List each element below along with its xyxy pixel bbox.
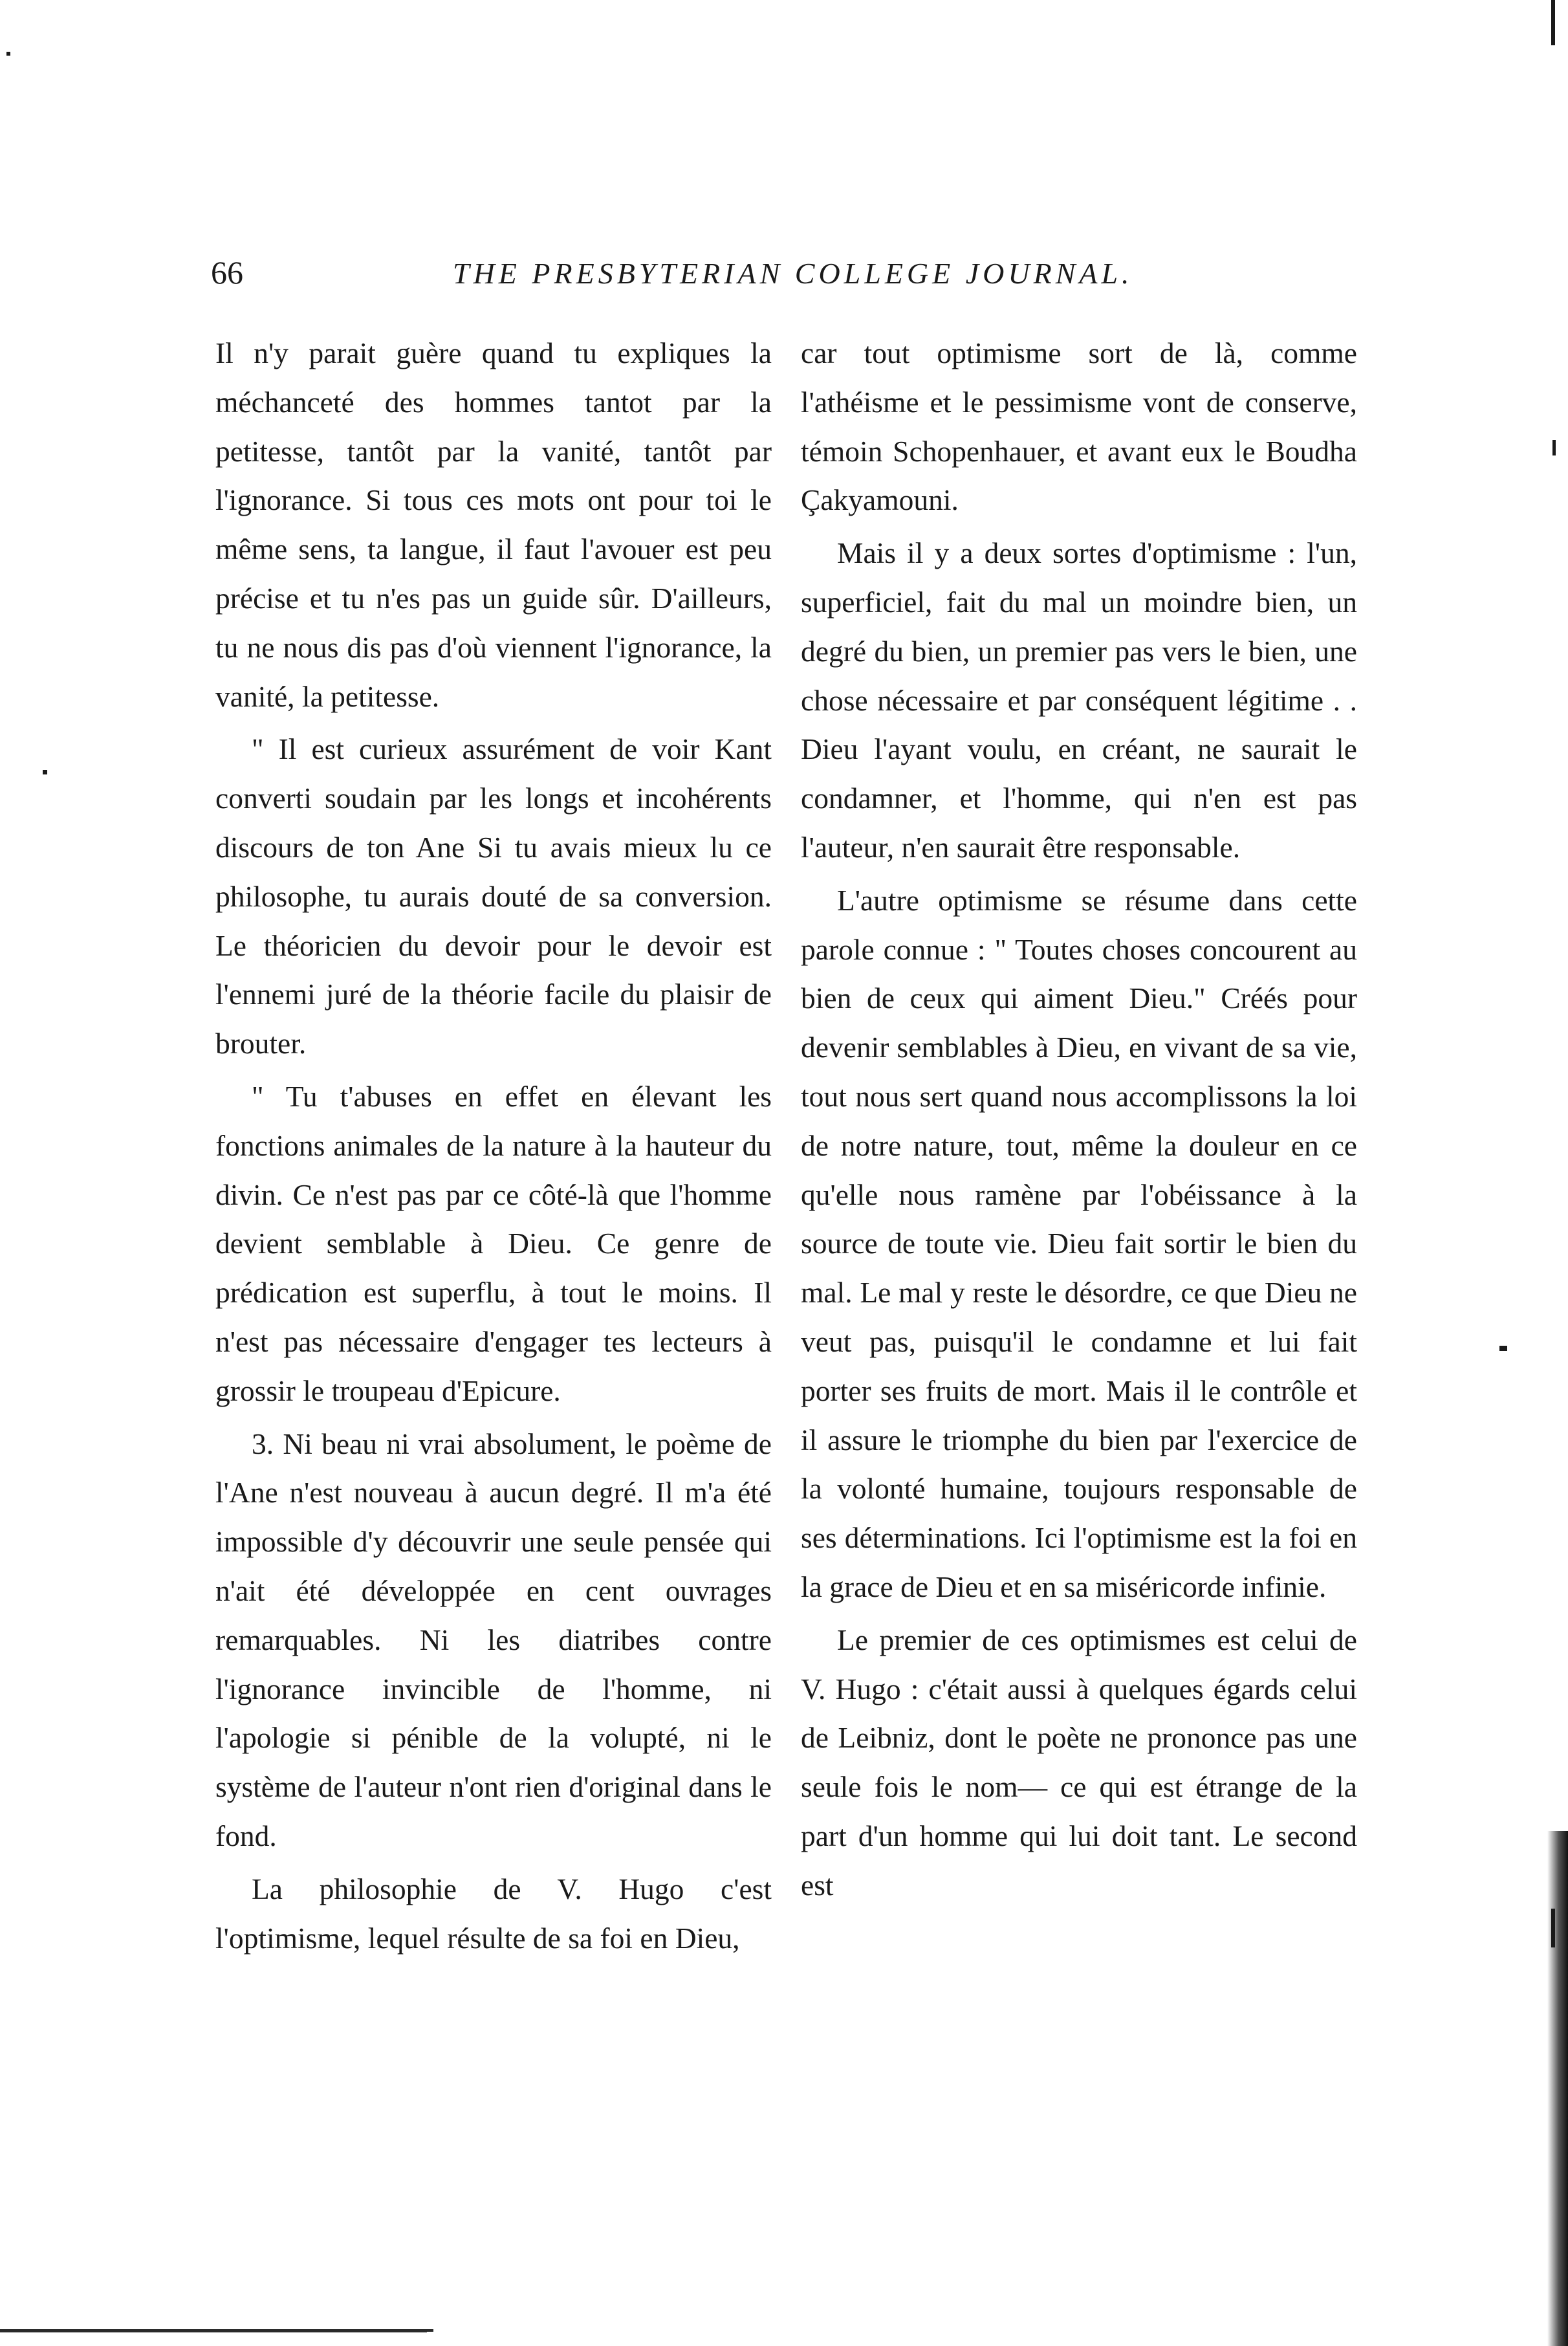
- paragraph: Il n'y parait guère quand tu expliques la méchanceté des hommes tantot par la petitesse, tantôt par la vanité, tantôt par l'ignorance. Si tous ces mots ont pour toi le même sens, ta langue, il faut l'avouer est peu précise et tu n'es pas un guide sûr. D'ailleurs, tu ne nous dis pas d'où viennent l'ignorance, la vanité, la petitesse.: [215, 336, 772, 713]
- scan-speck: [1552, 440, 1556, 455]
- left-column: [215, 329, 772, 1962]
- paragraph: L'autre optimisme se résume dans cette parole connue : " Toutes choses concourent au bien de ceux qui aiment Dieu." Créés pour devenir semblables à Dieu, en vivant de sa vie, tout nous sert quand nous accomplissons la loi de notre nature, tout, même la douleur en ce qu'elle nous ramène par l'obéissance à la source de toute vie. Dieu fait sortir le bien du mal. Le mal y reste le désordre, ce que Dieu ne veut pas, puisqu'il le condamne et lui fait porter ses fruits de mort. Mais il le contrôle et il assure le triomphe du bien par l'exercice de la volonté humaine, toujours responsable de ses déterminations. Ici l'optimisme est la foi en la grace de Dieu et en sa miséricorde infinie.: [801, 883, 1357, 1603]
- paragraph: " Il est curieux assurément de voir Kant converti soudain par les longs et incohérents discours de ton Ane Si tu avais mieux lu ce philosophe, tu aurais douté de sa conversion. Le théoricien du devoir pour le devoir est l'ennemi juré de la théorie facile du plaisir de brouter.: [215, 732, 772, 1060]
- paragraph: 3. Ni beau ni vrai absolument, le poème de l'Ane n'est nouveau à aucun degré. Il m'a été impossible d'y découvrir une seule pensée qui n'ait été développée en cent ouvrages remarquables. Ni les diatribes contre l'ignorance invincible de l'homme, ni l'apologie si pénible de la volupté, ni le système de l'auteur n'ont rien d'original dans le fond.: [215, 1427, 772, 1852]
- scan-speck: [6, 52, 10, 56]
- paragraph: La philosophie de V. Hugo c'est l'optimisme, lequel résulte de sa foi en Dieu,: [215, 1872, 772, 1955]
- right-column: [801, 329, 1357, 1910]
- scan-speck: [43, 770, 47, 774]
- scan-speck: [1551, 1909, 1555, 1947]
- footer-rule-dash: [420, 2329, 433, 2332]
- scan-speck: [1499, 1346, 1507, 1351]
- paragraph: Le premier de ces optimismes est celui de V. Hugo : c'était aussi à quelques égards celui de Leibniz, dont le poète ne prononce pas une seule fois le nom— ce qui est étrange de la part d'un homme qui lui doit tant. Le second est: [801, 1623, 1357, 1902]
- paragraph: " Tu t'abuses en effet en élevant les fonctions animales de la nature à la hauteur du divin. Ce n'est pas par ce côté-là que l'homme devient semblable à Dieu. Ce genre de prédication est superflu, à tout le moins. Il n'est pas nécessaire d'engager tes lecteurs à grossir le troupeau d'Epicure.: [215, 1079, 772, 1407]
- scan-edge-shadow: [1547, 1831, 1568, 2346]
- running-head: THE PRESBYTERIAN COLLEGE JOURNAL.: [453, 257, 1133, 290]
- scan-speck: [1551, 0, 1555, 45]
- footer-rule: [0, 2329, 427, 2332]
- paragraph: Mais il y a deux sortes d'optimisme : l'un, superficiel, fait du mal un moindre bien, un degré du bien, un premier pas vers le bien, une chose nécessaire et par conséquent légitime . . Dieu l'ayant voulu, en créant, ne saurait le condamner, et l'homme, qui n'en est pas l'auteur, n'en saurait être responsable.: [801, 536, 1357, 864]
- paragraph: car tout optimisme sort de là, comme l'athéisme et le pessimisme vont de conserve, témoin Schopenhauer, et avant eux le Boudha Çakyamouni.: [801, 336, 1357, 517]
- page-number: 66: [211, 254, 243, 291]
